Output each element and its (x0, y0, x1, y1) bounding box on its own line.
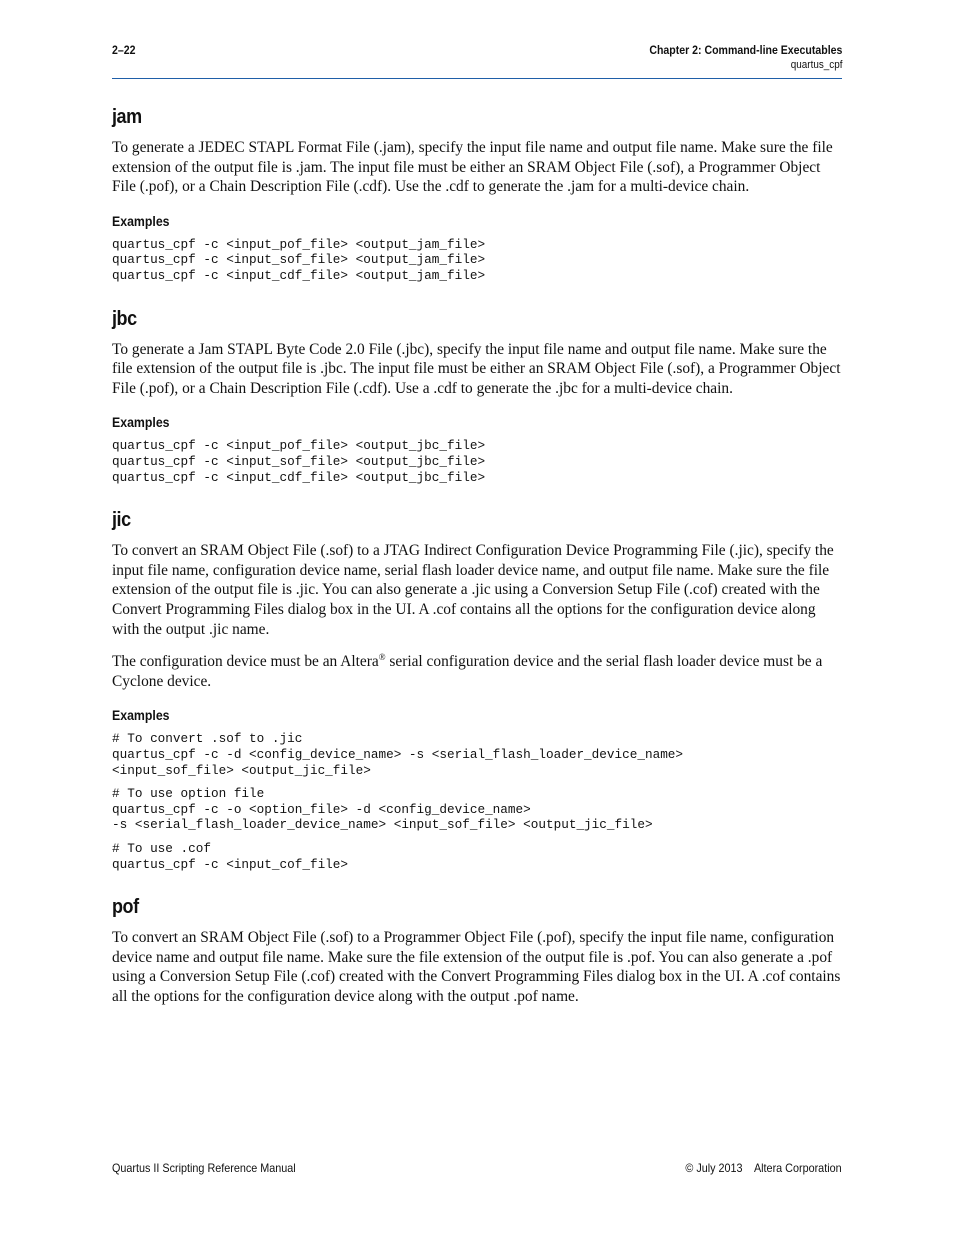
section-paragraph: To generate a JEDEC STAPL Format File (.jam), specify the input file name and output file name. Make sure the file extension of the output file is .jam. The input file must be either an SRAM Object File (.sof), a Programmer Object File (.pof), or a Chain Description File (.cdf). Use the .cdf to generate the .jam for a multi-device chain. (112, 139, 833, 196)
section-title: jam (112, 106, 142, 128)
section-paragraph: To convert an SRAM Object File (.sof) to a Programmer Object File (.pof), specify the input file name, configuration device name and output file name. Make sure the file extension of the output file is .pof. You can also generate a .pof using a Conversion Setup File (.cof) created with the Convert Programming Files dialog box in the UI. A .cof contains all the options for the configuration device along with the output .pof name. (112, 929, 841, 1005)
code-example: quartus_cpf -c <input_pof_file> <output_jbc_file> quartus_cpf -c <input_sof_file> <output_jbc_file> quartus_cpf -c <input_cdf_file> <output_jbc_file> (112, 438, 486, 485)
examples-heading: Examples (112, 414, 170, 431)
page-content (112, 104, 842, 1016)
code-example: quartus_cpf -c <input_pof_file> <output_jam_file> quartus_cpf -c <input_sof_file> <output_jam_file> quartus_cpf -c <input_cdf_file> <output_jam_file> (112, 236, 486, 283)
copyright: © July 2013 Altera Corporation (685, 1161, 842, 1175)
section-paragraph: To convert an SRAM Object File (.sof) to a JTAG Indirect Configuration Device Programming File (.jic), specify the input file name, configuration device name, serial flash loader device name, and output file name. Make sure the file extension of the output file is .jic. You can also generate a .jic using a Conversion Setup File (.cof) created with the Convert Programming Files dialog box in the UI. A .cof contains all the options for the configuration device along with the output .jic name. (112, 542, 834, 638)
section-jbc (112, 306, 842, 486)
manual-title: Quartus II Scripting Reference Manual (112, 1161, 296, 1175)
paragraph-text: serial configuration device and the serial flash loader device must be a Cyclone device. (112, 653, 823, 690)
code-example: # To convert .sof to .jic quartus_cpf -c -d <config_device_name> -s <serial_flash_loader_device_name> <input_sof_file> <output_jic_file> (112, 731, 684, 778)
registered-mark: ® (378, 652, 386, 663)
page-footer (112, 1161, 842, 1179)
page-header (112, 42, 842, 79)
examples-heading: Examples (112, 707, 170, 724)
page-number: 2–22 (112, 43, 136, 57)
examples-heading: Examples (112, 212, 170, 229)
section-title: jic (112, 509, 131, 532)
section-jic (112, 507, 842, 872)
altera-device-paragraph (112, 648, 842, 691)
section-title: jbc (112, 307, 137, 330)
code-example: # To use option file quartus_cpf -c -o <option_file> -d <config_device_name> -s <serial_flash_loader_device_name> <input_sof_file> <output_jic_file> (112, 786, 653, 833)
section-running-head: quartus_cpf (790, 59, 842, 71)
section-pof (112, 894, 842, 1006)
section-paragraph: To generate a Jam STAPL Byte Code 2.0 File (.jbc), specify the input file name and output file name. Make sure the file extension of the output file is .jbc. The input file must be either an SRAM Object File (.sof), a Programmer Object File (.pof), or a Chain Description File (.cdf). Use a .cdf to generate the .jbc for a multi-device chain. (112, 340, 841, 397)
paragraph-text: The configuration device must be an Altera (112, 653, 379, 671)
section-title: pof (112, 896, 139, 919)
section-jam (112, 104, 842, 284)
chapter-title: Chapter 2: Command-line Executables (648, 43, 842, 57)
code-example: # To use .cof quartus_cpf -c <input_cof_file> (112, 840, 349, 872)
